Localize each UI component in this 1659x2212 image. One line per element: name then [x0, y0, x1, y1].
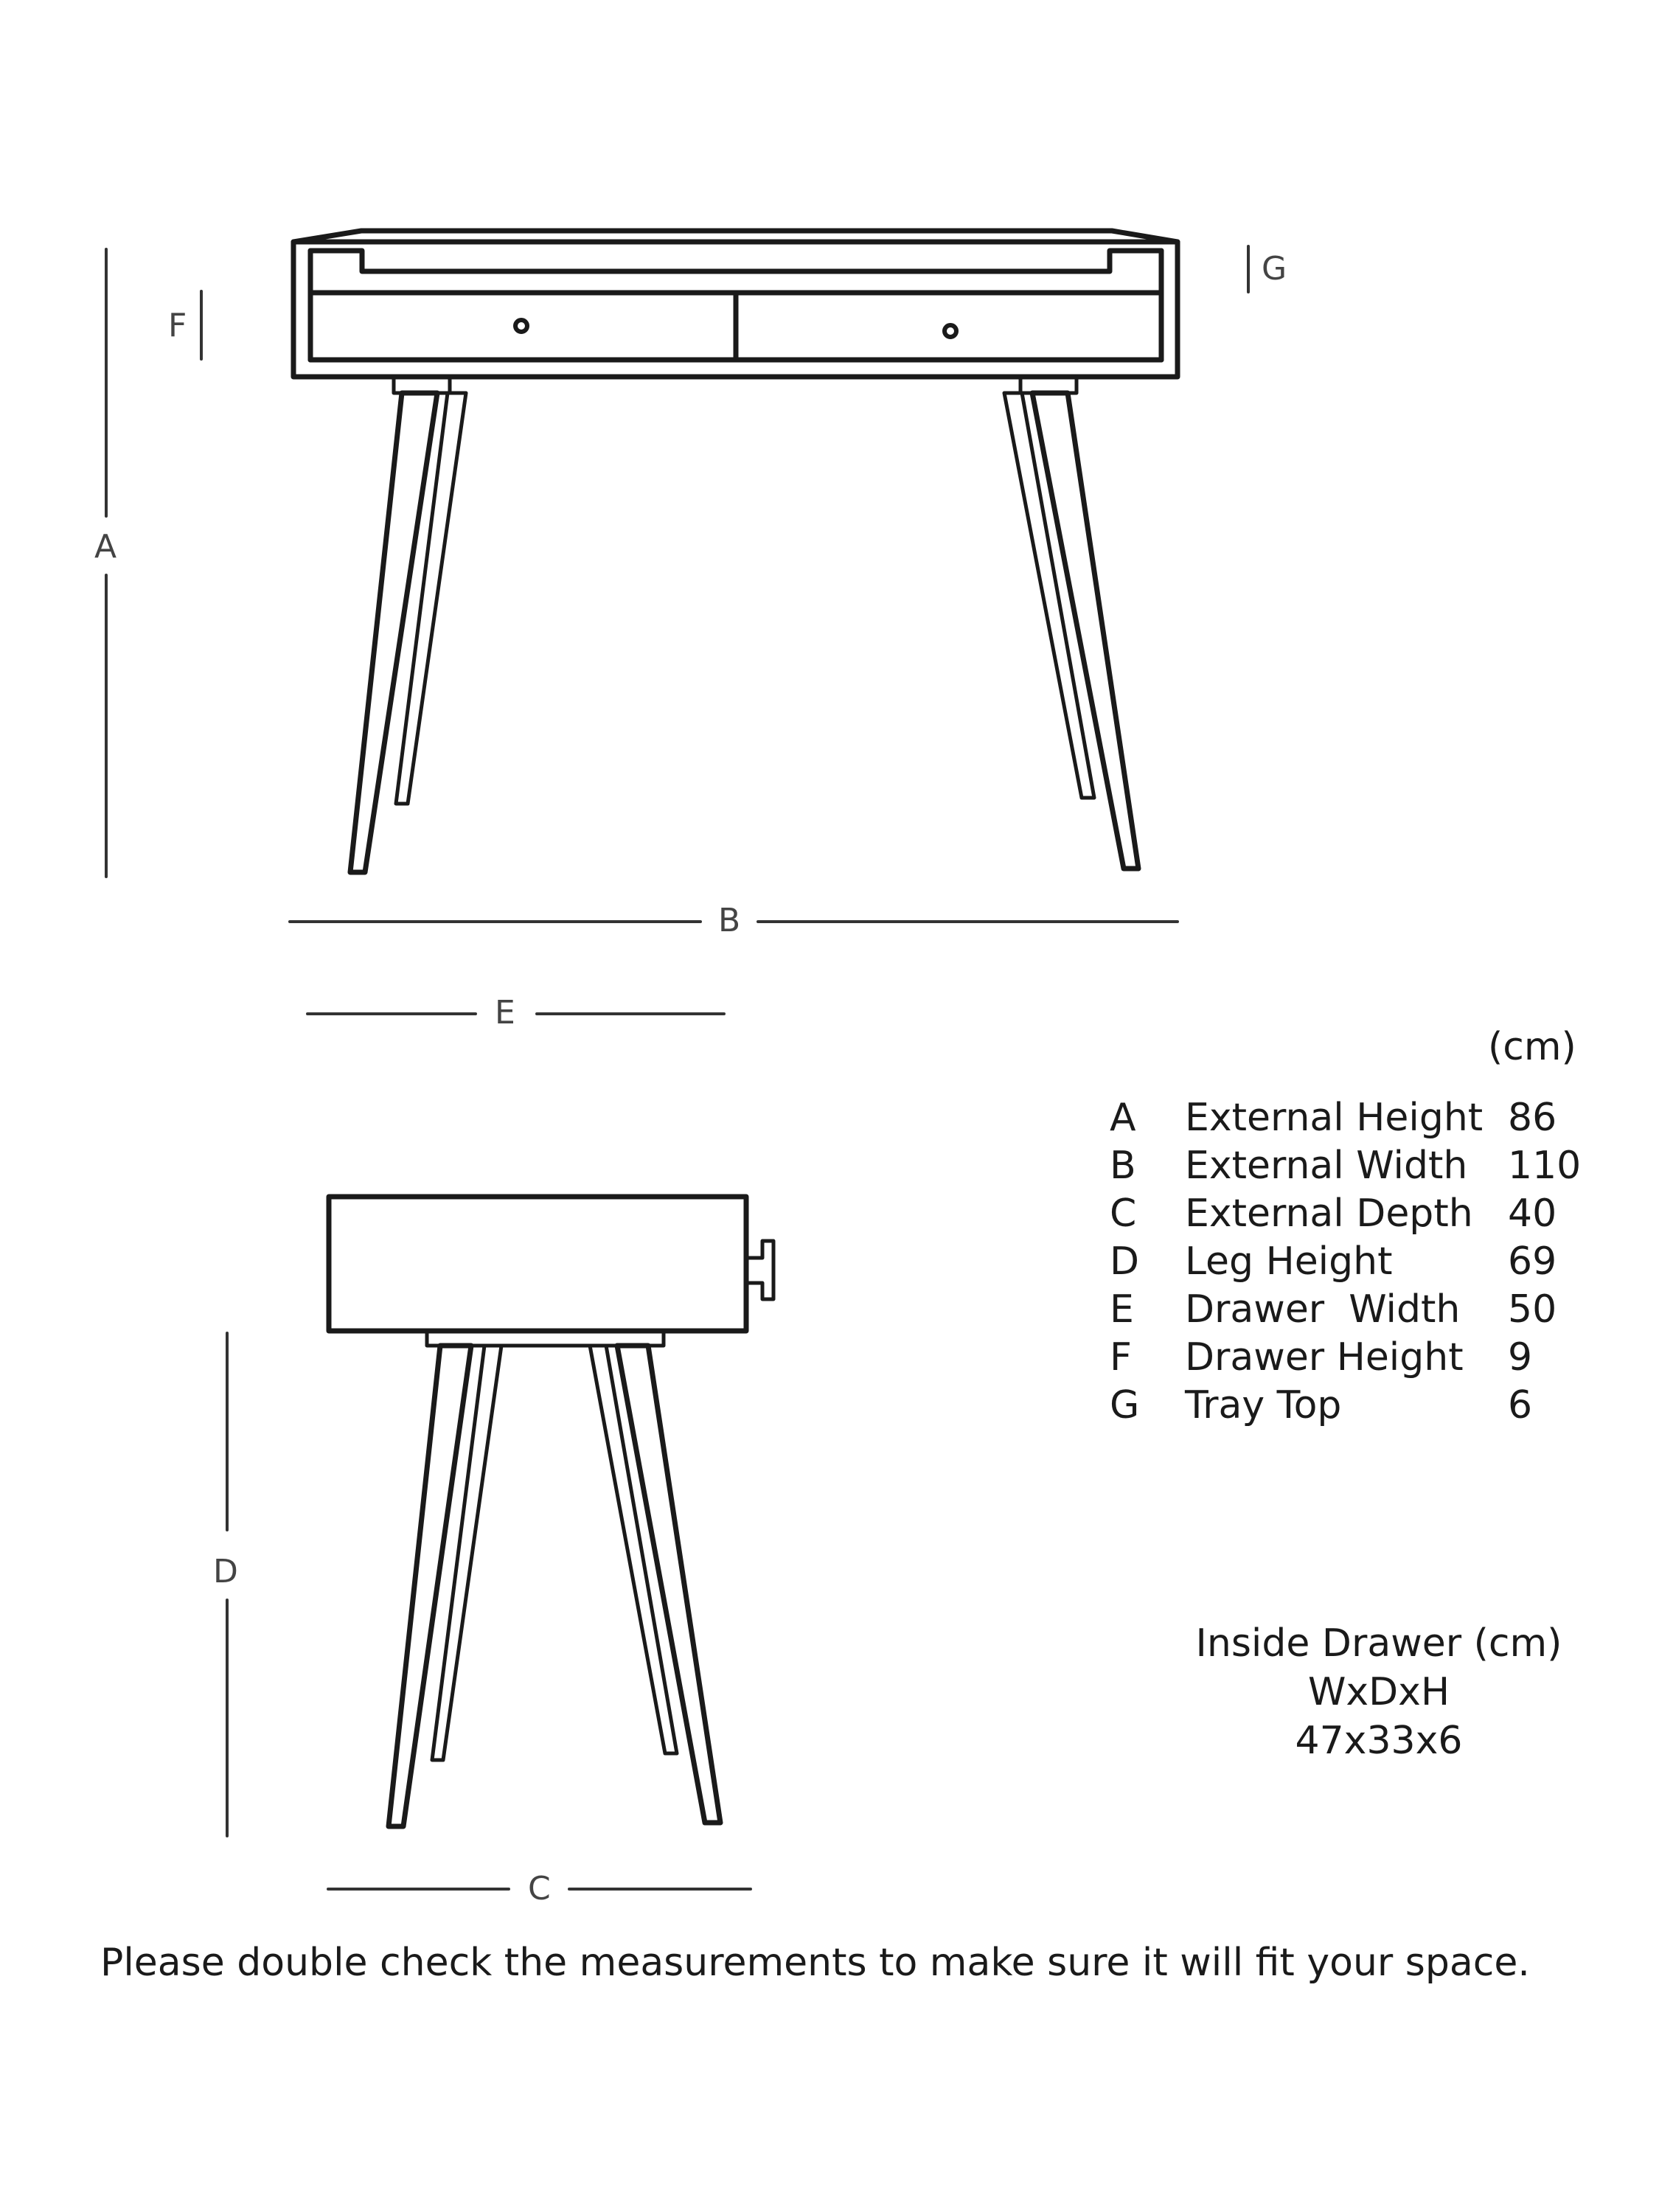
spec-name: Drawer Height: [1185, 1335, 1464, 1380]
spec-key: A: [1110, 1096, 1136, 1140]
front-view-legs: [350, 393, 1138, 872]
inside-drawer-format: WxDxH: [1307, 1670, 1450, 1714]
spec-value: 50: [1508, 1287, 1557, 1332]
spec-key: E: [1110, 1287, 1134, 1332]
spec-unit: (cm): [1488, 1025, 1576, 1069]
spec-value: 86: [1508, 1096, 1557, 1140]
dim-label-f: F: [168, 307, 187, 344]
dim-label-a: A: [94, 528, 117, 566]
measurement-note: Please double check the measurements to make sure it will fit your space.: [100, 1941, 1530, 1985]
spec-value: 9: [1508, 1335, 1533, 1380]
side-view-legs: [389, 1346, 720, 1826]
dim-label-b: B: [718, 902, 741, 939]
spec-key: F: [1110, 1335, 1132, 1380]
spec-name: Leg Height: [1185, 1239, 1393, 1284]
spec-value: 69: [1508, 1239, 1557, 1284]
spec-key: D: [1110, 1239, 1140, 1284]
spec-value: 40: [1508, 1192, 1557, 1236]
spec-value: 6: [1508, 1383, 1533, 1427]
drawer-knob-left: [515, 320, 527, 332]
side-view-desk: [329, 1197, 773, 1346]
drawer-knob-right: [945, 325, 956, 337]
inside-drawer-value: 47x33x6: [1295, 1719, 1463, 1763]
inside-drawer-title: Inside Drawer (cm): [1195, 1621, 1562, 1666]
spec-name: Drawer Width: [1185, 1287, 1461, 1332]
dimension-lines: [106, 246, 1248, 1889]
spec-key: C: [1110, 1192, 1137, 1236]
spec-name: Tray Top: [1185, 1383, 1342, 1427]
spec-name: External Depth: [1185, 1192, 1473, 1236]
dim-label-c: C: [528, 1870, 551, 1907]
dim-label-e: E: [495, 994, 515, 1032]
spec-value: 110: [1508, 1144, 1582, 1188]
spec-key: G: [1110, 1383, 1140, 1427]
front-view-desk: [293, 231, 1178, 393]
dim-label-g: G: [1262, 250, 1287, 288]
spec-name: External Height: [1185, 1096, 1484, 1140]
spec-key: B: [1110, 1144, 1136, 1188]
inside-drawer-info: [1106, 1619, 1652, 1765]
dim-label-d: D: [213, 1553, 238, 1590]
spec-name: External Width: [1185, 1144, 1468, 1188]
